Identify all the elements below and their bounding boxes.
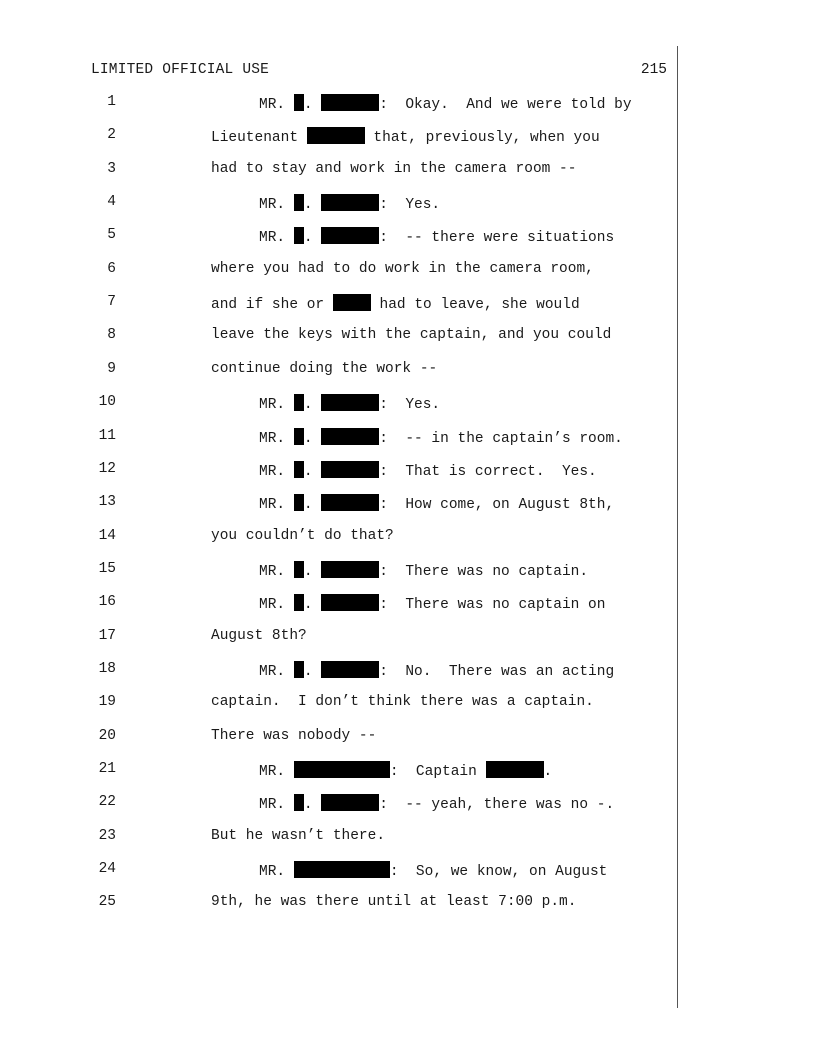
speaker-prefix: MR.	[259, 430, 294, 447]
page-number: 215	[640, 62, 667, 78]
line-number: 2	[107, 127, 116, 144]
speaker-line-text	[259, 227, 614, 246]
speaker-prefix: MR.	[259, 764, 294, 780]
initial-separator: .	[303, 797, 322, 814]
speaker-prefix: MR.	[259, 197, 294, 214]
redaction-block	[321, 428, 379, 445]
line-number: 14	[98, 527, 116, 544]
line-text: : Captain	[389, 764, 486, 780]
line-text-tail: .	[543, 764, 553, 780]
redaction-block	[321, 227, 379, 244]
redaction-block	[294, 594, 304, 611]
speaker-line-text	[259, 761, 552, 780]
redaction-block	[486, 761, 544, 778]
right-margin-rule	[677, 46, 678, 1008]
speaker-prefix: MR.	[259, 397, 294, 414]
speaker-line-text	[259, 594, 605, 613]
speaker-line-text	[259, 661, 614, 680]
redaction-block	[321, 94, 379, 111]
line-text: : That is correct. Yes.	[379, 463, 597, 480]
line-number: 23	[98, 827, 116, 844]
speaker-line-text	[259, 461, 597, 480]
body-line-text	[211, 127, 600, 146]
line-number: 5	[107, 227, 116, 244]
body-line-text	[211, 828, 385, 844]
initial-separator: .	[303, 663, 322, 680]
line-text: had to leave, she would	[370, 297, 580, 314]
line-text: leave the keys with the captain, and you could	[211, 327, 612, 344]
line-number: 13	[98, 494, 116, 511]
body-line-text	[211, 161, 576, 177]
line-text: : Yes.	[379, 197, 441, 214]
line-number: 6	[107, 260, 116, 277]
line-text: : How come, on August 8th,	[379, 497, 615, 514]
redaction-block	[294, 794, 304, 811]
redaction-block	[294, 561, 304, 578]
initial-separator: .	[303, 563, 322, 580]
body-line-text	[211, 361, 437, 377]
initial-separator: .	[303, 97, 322, 113]
body-line-text	[211, 728, 376, 744]
line-text: : Yes.	[379, 397, 441, 414]
line-number: 16	[98, 594, 116, 611]
redaction-block	[321, 561, 379, 578]
speaker-line-text	[259, 861, 607, 880]
speaker-prefix: MR.	[259, 597, 294, 614]
speaker-line-text	[259, 794, 614, 813]
line-text: Lieutenant	[211, 130, 307, 147]
line-text: There was nobody --	[211, 727, 377, 744]
line-number: 18	[98, 660, 116, 677]
line-number: 3	[107, 160, 116, 177]
line-number: 20	[98, 727, 116, 744]
speaker-prefix: MR.	[259, 563, 294, 580]
redaction-block	[294, 94, 304, 111]
redaction-block	[321, 494, 379, 511]
redaction-block	[294, 461, 304, 478]
redaction-block	[294, 861, 390, 878]
speaker-prefix: MR.	[259, 864, 294, 881]
line-number: 24	[98, 861, 116, 878]
body-line-text	[211, 261, 594, 277]
line-text: : There was no captain on	[379, 597, 606, 614]
line-number: 7	[107, 294, 116, 311]
speaker-line-text	[259, 561, 588, 580]
speaker-line-text	[259, 428, 623, 447]
line-text: where you had to do work in the camera room,	[211, 260, 594, 277]
speaker-prefix: MR.	[259, 463, 294, 480]
line-text: : No. There was an acting	[379, 663, 615, 680]
line-text: : So, we know, on August	[389, 864, 608, 881]
redaction-block	[321, 594, 379, 611]
redaction-block	[294, 194, 304, 211]
line-text: continue doing the work --	[211, 360, 438, 377]
initial-separator: .	[303, 230, 322, 247]
body-line-text	[211, 894, 576, 910]
line-number: 4	[107, 194, 116, 211]
line-number: 11	[98, 427, 116, 444]
redaction-block	[294, 394, 304, 411]
classification-header: LIMITED OFFICIAL USE	[91, 62, 270, 78]
line-number: 21	[98, 761, 116, 777]
line-number: 12	[98, 460, 116, 477]
speaker-prefix: MR.	[259, 97, 294, 113]
line-text: and if she or	[211, 297, 333, 314]
redaction-block	[294, 494, 304, 511]
redaction-block	[294, 661, 304, 678]
line-text: captain. I don’t think there was a captain.	[211, 694, 594, 711]
line-text: : Okay. And we were told by	[379, 97, 632, 113]
line-text: that, previously, when you	[364, 130, 600, 147]
body-line-text	[211, 294, 580, 313]
initial-separator: .	[303, 597, 322, 614]
speaker-line-text	[259, 394, 440, 413]
initial-separator: .	[303, 430, 322, 447]
initial-separator: .	[303, 197, 322, 214]
line-text: August 8th?	[211, 627, 307, 644]
initial-separator: .	[303, 397, 322, 414]
line-text: 9th, he was there until at least 7:00 p.m.	[211, 894, 577, 911]
body-line-text	[211, 327, 611, 343]
redaction-block	[321, 794, 379, 811]
line-text: had to stay and work in the camera room --	[211, 160, 577, 177]
redaction-block	[307, 127, 365, 144]
line-number: 9	[107, 360, 116, 377]
line-number: 22	[98, 794, 116, 811]
line-text: : There was no captain.	[379, 563, 589, 580]
line-text: : -- yeah, there was no -.	[379, 797, 615, 814]
body-line-text	[211, 694, 594, 710]
line-text: you couldn’t do that?	[211, 527, 394, 544]
redaction-block	[321, 394, 379, 411]
redaction-block	[333, 294, 371, 311]
redaction-block	[321, 661, 379, 678]
line-number: 17	[98, 627, 116, 644]
redaction-block	[294, 227, 304, 244]
redaction-block	[321, 194, 379, 211]
speaker-prefix: MR.	[259, 497, 294, 514]
body-line-text	[211, 528, 394, 544]
line-number: 8	[107, 327, 116, 344]
line-text: But he wasn’t there.	[211, 827, 386, 844]
speaker-line-text	[259, 94, 632, 113]
speaker-prefix: MR.	[259, 797, 294, 814]
speaker-line-text	[259, 194, 440, 213]
line-number: 15	[98, 560, 116, 577]
speaker-line-text	[259, 494, 614, 513]
line-text: : -- in the captain’s room.	[379, 430, 623, 447]
body-line-text	[211, 628, 307, 644]
initial-separator: .	[303, 463, 322, 480]
initial-separator: .	[303, 497, 322, 514]
redaction-block	[321, 461, 379, 478]
line-number: 1	[107, 94, 116, 110]
redaction-block	[294, 428, 304, 445]
line-number: 10	[98, 394, 116, 411]
speaker-prefix: MR.	[259, 663, 294, 680]
speaker-prefix: MR.	[259, 230, 294, 247]
line-text: : -- there were situations	[379, 230, 615, 247]
redaction-block	[294, 761, 390, 778]
line-number: 19	[98, 694, 116, 711]
line-number: 25	[98, 894, 116, 911]
